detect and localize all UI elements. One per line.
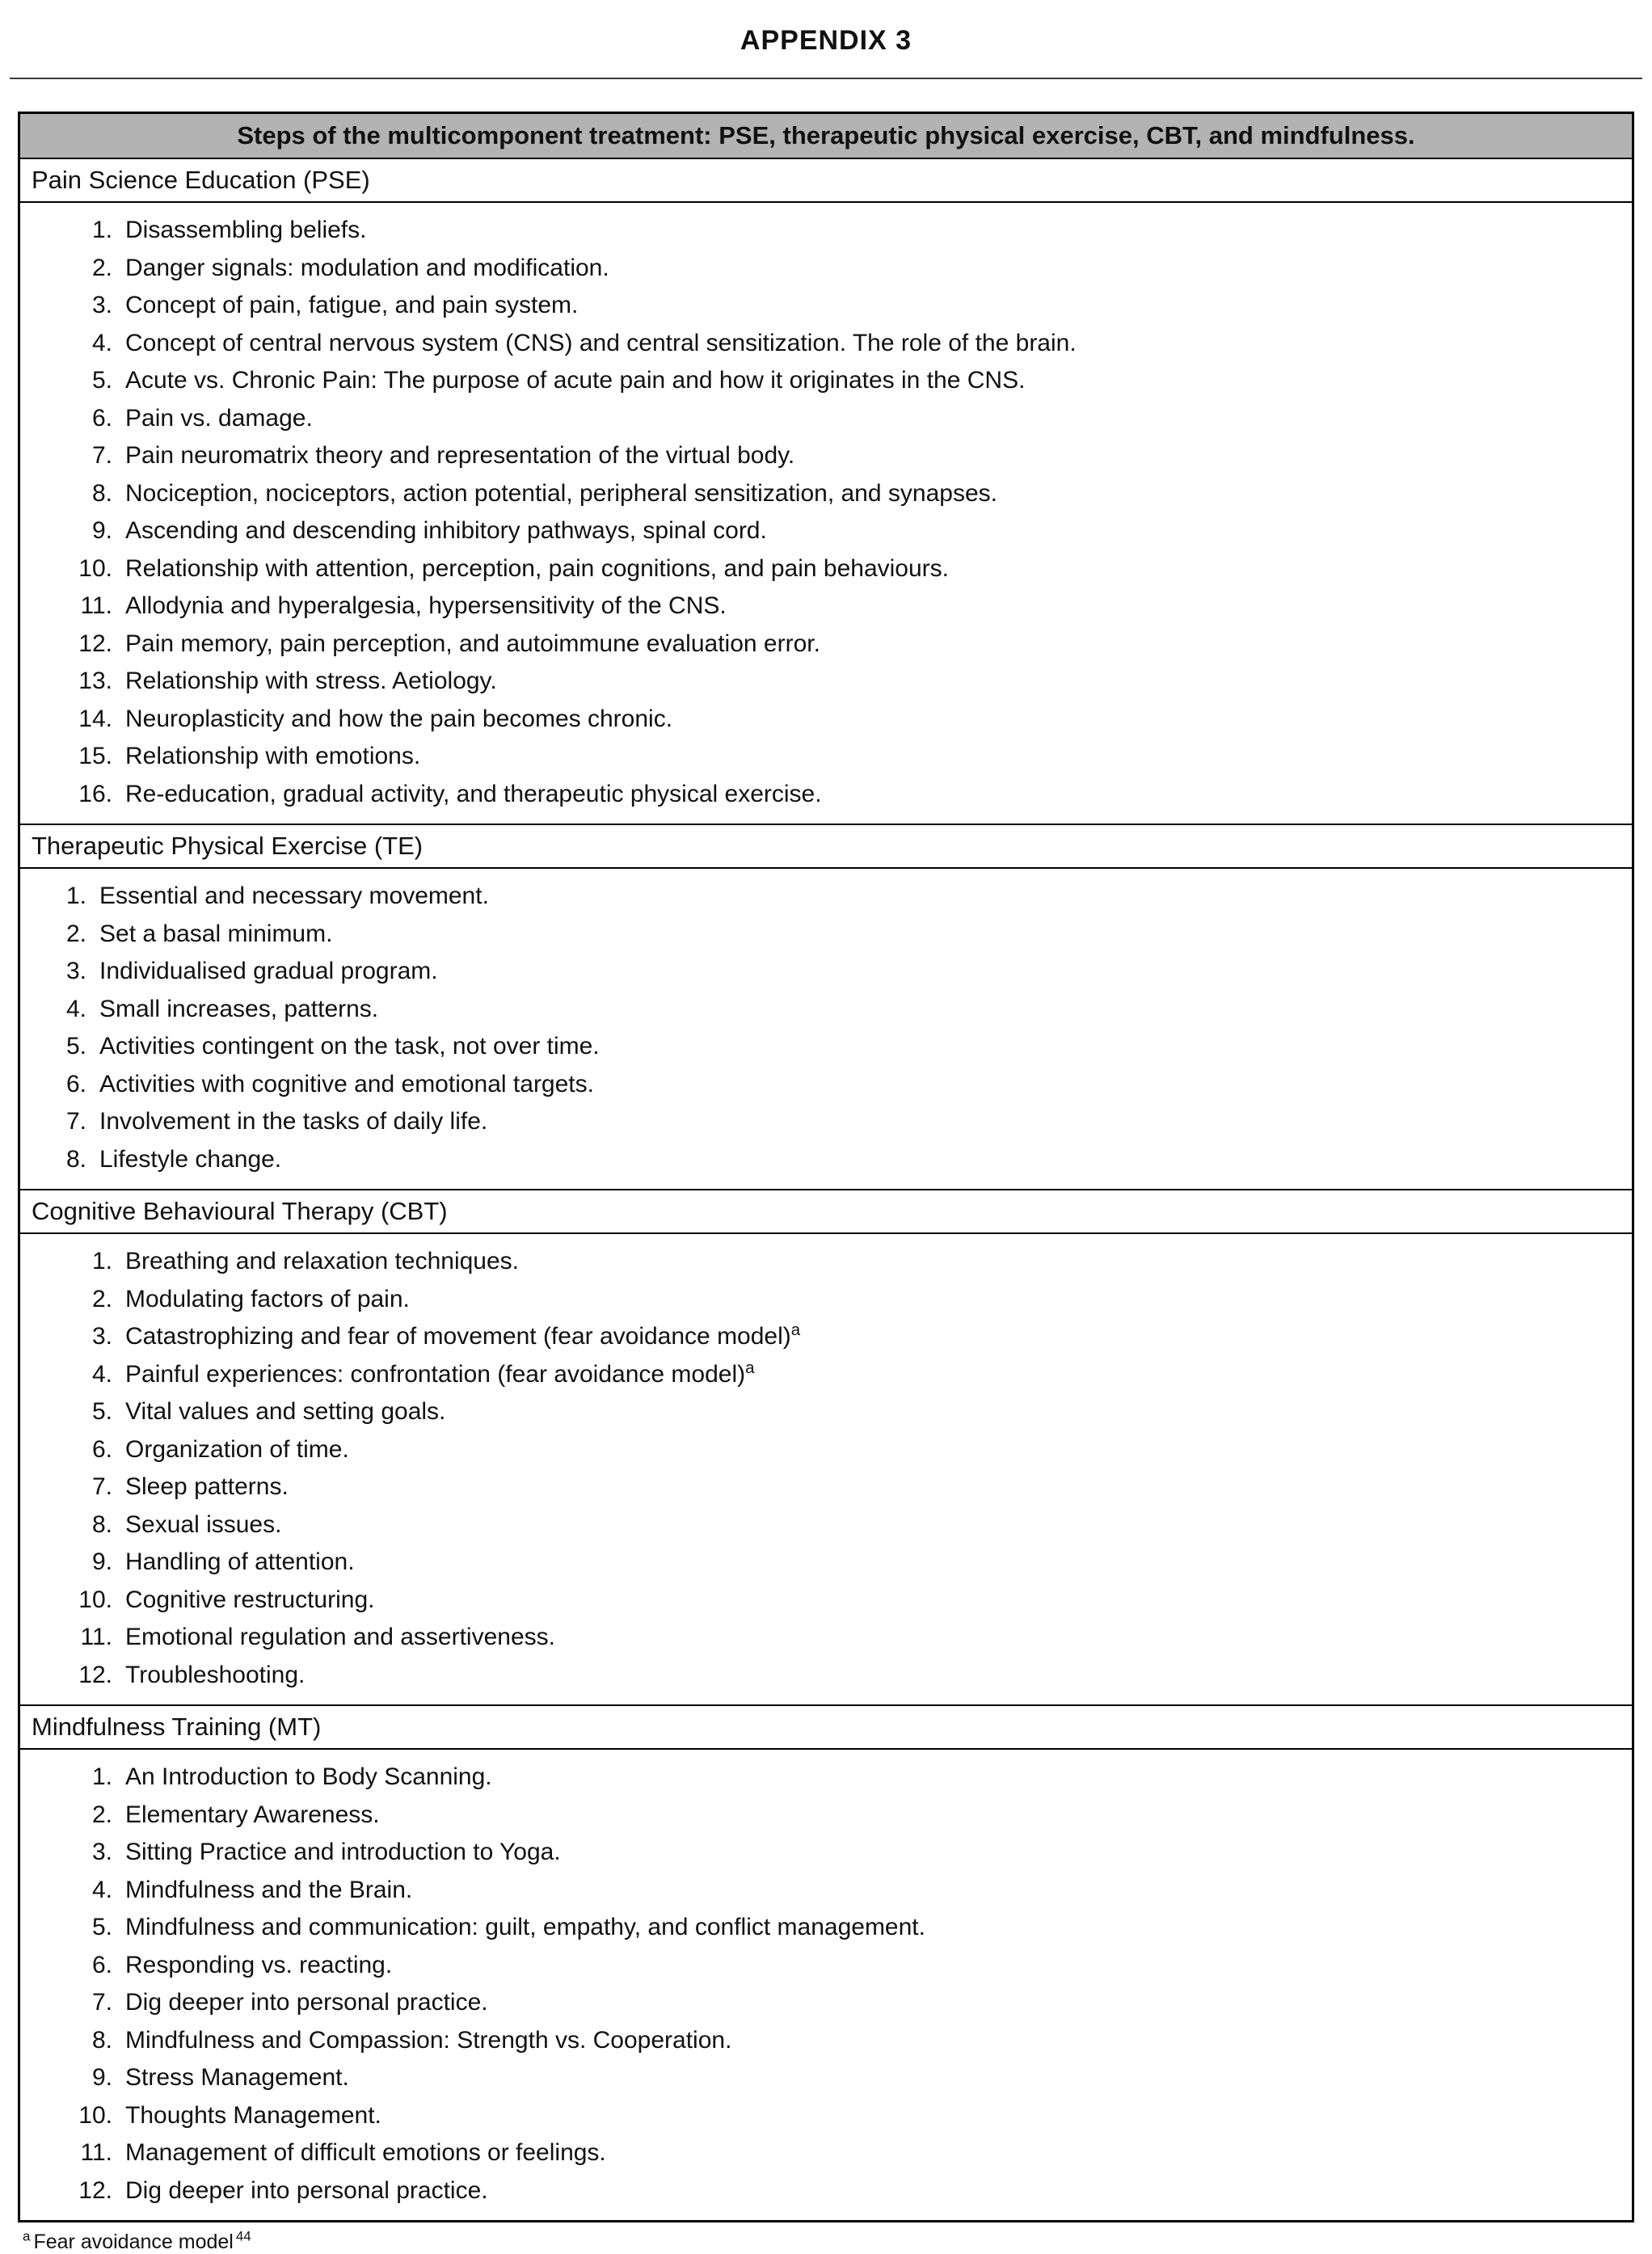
- item-text: Thoughts Management.: [125, 2101, 381, 2129]
- item-number: 6.: [91, 404, 112, 432]
- item-text: Small increases, patterns.: [99, 995, 379, 1022]
- item-number: 2.: [65, 920, 86, 947]
- list-item: [20, 1759, 1632, 1797]
- item-number: 1.: [91, 217, 112, 243]
- table-sections: [20, 159, 1632, 2220]
- list-item: [20, 1281, 1632, 1319]
- item-text: Dig deeper into personal practice.: [125, 2176, 488, 2204]
- item-text: Concept of pain, fatigue, and pain system.: [125, 292, 579, 318]
- item-number: 7.: [91, 1473, 112, 1500]
- item-number: 3.: [65, 958, 86, 984]
- item-text: Danger signals: modulation and modification.: [125, 254, 609, 281]
- item-text: Activities contingent on the task, not over time.: [99, 1033, 600, 1060]
- item-number: 9.: [91, 1548, 112, 1575]
- list-item: [20, 1947, 1632, 1985]
- list-item: [20, 287, 1632, 325]
- item-number: 6.: [91, 1435, 112, 1463]
- item-number: 7.: [91, 1989, 112, 2016]
- list-item: [20, 325, 1632, 363]
- list-item: [20, 2172, 1632, 2210]
- list-item: [20, 1393, 1632, 1431]
- item-number: 9.: [91, 517, 112, 544]
- item-text: Relationship with stress. Aetiology.: [125, 668, 497, 694]
- item-number: 10.: [78, 554, 112, 582]
- list-item: [20, 878, 1632, 916]
- section-title: Pain Science Education (PSE): [20, 159, 1632, 203]
- item-text: Painful experiences: confrontation (fear avoidance model)$^a$: [125, 1359, 755, 1388]
- list-item: [20, 1834, 1632, 1872]
- section-title: Mindfulness Training (MT): [20, 1706, 1632, 1750]
- item-text: Ascending and descending inhibitory pathways, spinal cord.: [125, 517, 767, 544]
- list-item: [20, 2097, 1632, 2135]
- footnote-ref: 44: [235, 2228, 251, 2244]
- list-item: [20, 1872, 1632, 1910]
- item-number: 16.: [78, 780, 112, 807]
- item-text: Stress Management.: [125, 2064, 349, 2091]
- item-text: Nociception, nociceptors, action potential, peripheral sensitization, and synapses.: [125, 479, 997, 507]
- list-item: [20, 1984, 1632, 2022]
- item-number: 3.: [91, 1839, 112, 1865]
- item-number: 8.: [65, 1145, 86, 1173]
- item-number: 11.: [80, 1624, 112, 1650]
- item-number: 8.: [91, 479, 112, 507]
- list-item: [20, 2134, 1632, 2172]
- list-item: [20, 1909, 1632, 1947]
- item-text: Emotional regulation and assertiveness.: [125, 1624, 555, 1650]
- list-item: [20, 1066, 1632, 1104]
- item-text: Lifestyle change.: [99, 1145, 282, 1173]
- item-number: 4.: [91, 1876, 112, 1903]
- list-item: [20, 1468, 1632, 1506]
- list-item: [20, 212, 1632, 250]
- superscript-marker: a: [745, 1359, 755, 1377]
- list-item: [20, 588, 1632, 626]
- item-number: 5.: [65, 1033, 86, 1060]
- list-item: [20, 1797, 1632, 1835]
- list-item: [20, 1582, 1632, 1620]
- item-text: Responding vs. reacting.: [125, 1951, 393, 1978]
- footnote: [10, 2222, 1642, 2254]
- list-item: [20, 1657, 1632, 1695]
- table-section: [20, 1190, 1632, 1706]
- item-text: Troubleshooting.: [125, 1661, 306, 1688]
- list-item: [20, 1431, 1632, 1469]
- item-text: Concept of central nervous system (CNS) and central sensitization. The role of the brain.: [125, 329, 1077, 356]
- section-item-list: [20, 1234, 1632, 1706]
- list-item: [20, 475, 1632, 513]
- item-text: Involvement in the tasks of daily life.: [99, 1108, 488, 1135]
- item-text: Set a basal minimum.: [99, 920, 333, 947]
- item-number: 3.: [91, 292, 112, 318]
- item-number: 15.: [78, 743, 112, 769]
- list-item: [20, 916, 1632, 954]
- table-section: [20, 159, 1632, 825]
- list-item: [20, 663, 1632, 701]
- list-item: [20, 250, 1632, 288]
- item-text: Handling of attention.: [125, 1548, 355, 1575]
- item-text: Elementary Awareness.: [125, 1801, 380, 1828]
- item-text: Relationship with emotions.: [125, 743, 421, 769]
- item-number: 1.: [65, 883, 86, 909]
- item-number: 12.: [78, 2176, 112, 2204]
- item-text: Sleep patterns.: [125, 1473, 289, 1500]
- list-item: [20, 1356, 1632, 1394]
- item-text: Catastrophizing and fear of movement (fear avoidance model)$^a$: [125, 1321, 801, 1350]
- item-number: 12.: [78, 630, 112, 657]
- item-number: 5.: [91, 1914, 112, 1940]
- list-item: [20, 1243, 1632, 1281]
- list-item: [20, 2022, 1632, 2060]
- item-number: 4.: [65, 995, 86, 1022]
- section-title: Therapeutic Physical Exercise (TE): [20, 825, 1632, 869]
- item-text: Mindfulness and Compassion: Strength vs. Cooperation.: [125, 2026, 732, 2054]
- item-number: 4.: [91, 329, 112, 356]
- item-text: Essential and necessary movement.: [99, 883, 489, 909]
- item-number: 7.: [65, 1108, 86, 1135]
- item-number: 2.: [91, 254, 112, 281]
- item-number: 5.: [91, 367, 112, 394]
- item-text: Organization of time.: [125, 1435, 349, 1463]
- table-section: [20, 1706, 1632, 2220]
- item-number: 11.: [80, 2139, 112, 2166]
- section-title: Cognitive Behavioural Therapy (CBT): [20, 1190, 1632, 1234]
- list-item: [20, 512, 1632, 550]
- item-number: 2.: [91, 1285, 112, 1312]
- item-text: Management of difficult emotions or feelings.: [125, 2139, 606, 2166]
- item-number: 1.: [91, 1763, 112, 1790]
- table-section: [20, 825, 1632, 1190]
- table-header: Steps of the multicomponent treatment: PSE, therapeutic physical exercise, CBT, and mindfulness.: [20, 114, 1632, 159]
- list-item: [20, 738, 1632, 776]
- item-text: Sexual issues.: [125, 1510, 282, 1538]
- item-text: Acute vs. Chronic Pain: The purpose of acute pain and how it originates in the CNS.: [125, 367, 1026, 394]
- item-text: Individualised gradual program.: [99, 958, 438, 984]
- list-item: [20, 626, 1632, 664]
- treatment-table: [18, 112, 1634, 2222]
- item-number: 11.: [80, 592, 112, 619]
- item-number: 4.: [91, 1360, 112, 1388]
- item-text: Mindfulness and the Brain.: [125, 1876, 413, 1903]
- item-number: 6.: [65, 1070, 86, 1098]
- item-number: 5.: [91, 1398, 112, 1425]
- item-text: An Introduction to Body Scanning.: [125, 1763, 492, 1790]
- item-text: Pain neuromatrix theory and representation of the virtual body.: [125, 442, 795, 469]
- item-text: Pain vs. damage.: [125, 404, 313, 432]
- item-number: 3.: [91, 1323, 112, 1350]
- item-text: Dig deeper into personal practice.: [125, 1989, 488, 2016]
- list-item: [20, 701, 1632, 739]
- list-item: [20, 1028, 1632, 1066]
- superscript-marker: a: [790, 1321, 801, 1339]
- item-number: 12.: [78, 1661, 112, 1688]
- footnote-marker: a: [23, 2228, 31, 2244]
- list-item: [20, 1544, 1632, 1582]
- item-text: Disassembling beliefs.: [125, 217, 367, 243]
- item-text: Activities with cognitive and emotional targets.: [99, 1070, 594, 1098]
- item-number: 1.: [91, 1248, 112, 1274]
- item-text: Modulating factors of pain.: [125, 1285, 410, 1312]
- list-item: [20, 1141, 1632, 1179]
- list-item: [20, 1506, 1632, 1544]
- item-number: 8.: [91, 1510, 112, 1538]
- item-text: Breathing and relaxation techniques.: [125, 1248, 520, 1274]
- section-item-list: [20, 1750, 1632, 2220]
- list-item: [20, 437, 1632, 475]
- footnote-text: Fear avoidance model: [33, 2231, 234, 2253]
- page-title: APPENDIX 3: [740, 25, 912, 56]
- item-text: Relationship with attention, perception, pain cognitions, and pain behaviours.: [125, 554, 950, 582]
- item-number: 10.: [78, 2101, 112, 2129]
- list-item: [20, 550, 1632, 588]
- item-number: 10.: [78, 1586, 112, 1613]
- item-text: Cognitive restructuring.: [125, 1586, 375, 1613]
- item-number: 2.: [91, 1801, 112, 1828]
- item-text: Neuroplasticity and how the pain becomes chronic.: [125, 705, 673, 732]
- item-number: 6.: [91, 1951, 112, 1978]
- list-item: [20, 1619, 1632, 1657]
- list-item: [20, 362, 1632, 400]
- title-divider: [10, 78, 1642, 79]
- item-number: 7.: [91, 442, 112, 469]
- item-number: 14.: [78, 705, 112, 732]
- list-item: [20, 991, 1632, 1029]
- list-item: [20, 1318, 1632, 1356]
- list-item: [20, 400, 1632, 438]
- section-item-list: [20, 869, 1632, 1190]
- section-item-list: [20, 203, 1632, 825]
- list-item: [20, 953, 1632, 991]
- item-text: Allodynia and hyperalgesia, hypersensitivity of the CNS.: [125, 592, 727, 619]
- item-number: 13.: [78, 668, 112, 694]
- item-number: 8.: [91, 2026, 112, 2054]
- list-item: [20, 1103, 1632, 1141]
- item-number: 9.: [91, 2064, 112, 2091]
- item-text: Re-education, gradual activity, and therapeutic physical exercise.: [125, 780, 822, 807]
- item-text: Mindfulness and communication: guilt, empathy, and conflict management.: [125, 1914, 925, 1940]
- item-text: Pain memory, pain perception, and autoimmune evaluation error.: [125, 630, 820, 657]
- list-item: [20, 776, 1632, 814]
- item-text: Sitting Practice and introduction to Yoga.: [125, 1839, 561, 1865]
- list-item: [20, 2059, 1632, 2097]
- item-text: Vital values and setting goals.: [125, 1398, 446, 1425]
